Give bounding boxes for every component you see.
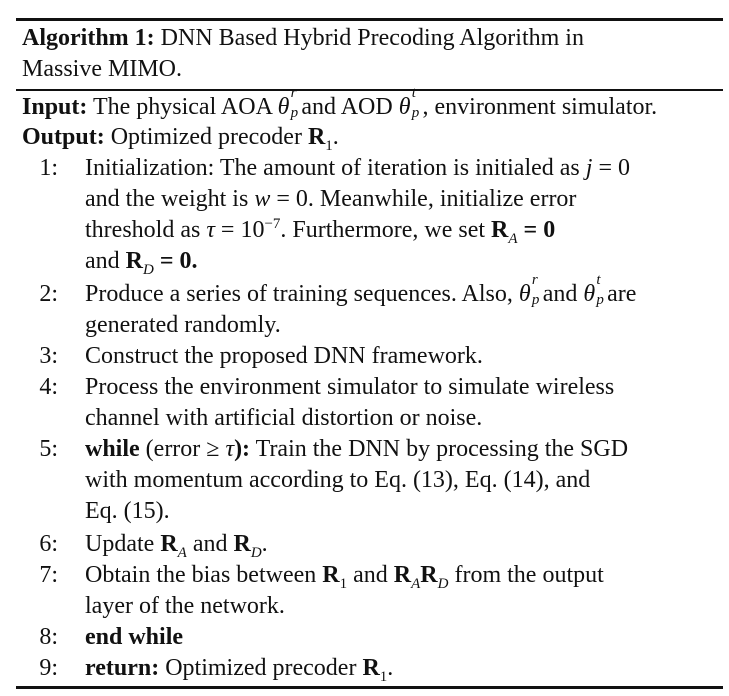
step-5-line1: while (error ≥ τ): Train the DNN by processing the SGD — [85, 436, 629, 462]
step-5-line3: Eq. (15). — [85, 498, 170, 524]
input-text-2: and AOD — [301, 94, 393, 120]
step-number: 7: — [39, 562, 58, 588]
algorithm-caption-line2 — [22, 54, 182, 84]
algorithm-caption-line1 — [22, 23, 584, 53]
output-text: Optimized precoder — [110, 124, 302, 150]
step-9-line1: return: Optimized precoder $R_1$. — [85, 655, 394, 685]
step-1-line4: and $R_D = 0$. — [85, 248, 198, 278]
algorithm-label: Algorithm 1: — [22, 25, 155, 51]
theta-r-p: θ r p — [277, 85, 299, 121]
bottom-rule — [16, 686, 723, 689]
step-number: 4: — [39, 374, 58, 400]
input-label: Input: — [22, 94, 88, 120]
output-line: Output: Optimized precoder $R_1$. — [22, 124, 339, 154]
step-6-line1: Update $R_A$ and $R_D$. — [85, 531, 268, 561]
input-line — [22, 85, 658, 122]
step-number: 3: — [39, 343, 58, 369]
step-2-line2: generated randomly. — [85, 312, 281, 338]
step-number: 8: — [39, 624, 58, 650]
step-number: 1: — [39, 155, 58, 181]
output-label: Output: — [22, 124, 105, 150]
R1-symbol: R — [307, 124, 326, 150]
theta-t-p: θ t p — [398, 85, 420, 121]
step-1-line2: and the weight is w = 0. Meanwhile, initialize error — [85, 186, 577, 212]
top-rule — [16, 18, 723, 21]
step-3-line1: Construct the proposed DNN framework. — [85, 343, 483, 369]
step-2-line1: Produce a series of training sequences. Also, θ r p and θ t p are — [85, 272, 637, 308]
step-8-line1: end while — [85, 624, 184, 650]
step-number: 5: — [39, 436, 58, 462]
step-7-line2: layer of the network. — [85, 593, 285, 619]
step-1-line3: threshold as $\tau = 10^{-7}$. Furthermore, we set $R_A = 0$ — [85, 216, 556, 247]
step-5-line2: with momentum according to Eq. (13), Eq. (14), and — [85, 467, 591, 493]
algorithm-title-cont: Massive MIMO. — [22, 56, 182, 82]
algorithm-title: DNN Based Hybrid Precoding Algorithm in — [160, 25, 584, 51]
step-1-line1: Initialization: The amount of iteration is initialed as j = 0 — [85, 155, 630, 181]
step-number: 2: — [39, 281, 58, 307]
step-7-line1: Obtain the bias between $R_1$ and $R_AR_D$ from the output — [85, 562, 604, 592]
step-number: 6: — [39, 531, 58, 557]
step-number: 9: — [39, 655, 58, 681]
step-4-line1: Process the environment simulator to simulate wireless — [85, 374, 615, 400]
input-text: The physical AOA — [92, 94, 272, 120]
caption-rule — [16, 89, 723, 91]
input-text-3: , environment simulator. — [422, 94, 658, 120]
step-4-line2: channel with artificial distortion or noise. — [85, 405, 483, 431]
